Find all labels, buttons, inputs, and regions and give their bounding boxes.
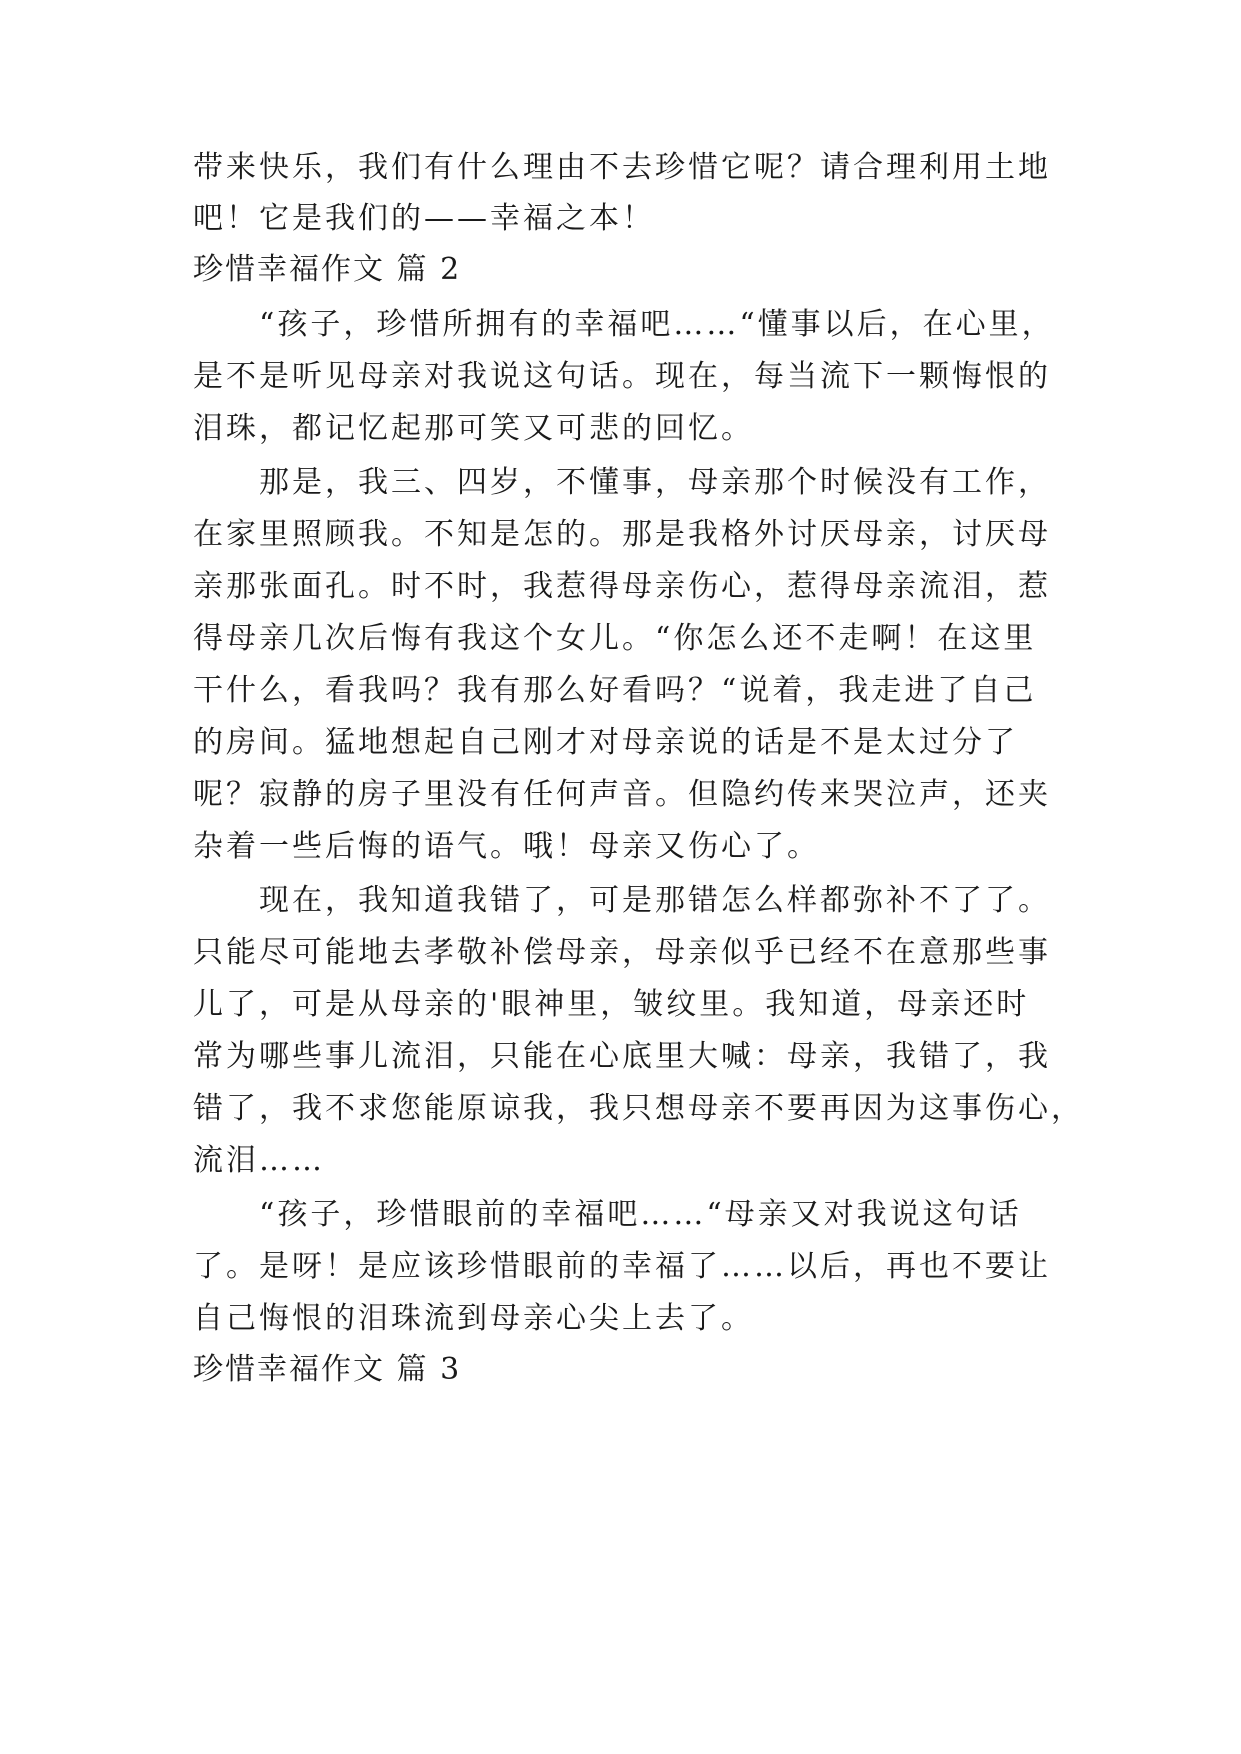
paragraph-line: “孩子，珍惜所拥有的幸福吧……“懂事以后，在心里， xyxy=(193,307,1055,342)
section-heading-2: 珍惜幸福作文 篇 2 xyxy=(193,252,462,287)
paragraph-line: 杂着一些后悔的语气。哦！母亲又伤心了。 xyxy=(193,829,820,864)
paragraph-line: 干什么，看我吗？我有那么好看吗？“说着，我走进了自己 xyxy=(193,673,1037,708)
paragraph-line: 泪珠，都记忆起那可笑又可悲的回忆。 xyxy=(193,411,754,446)
paragraph-line: 的房间。猛地想起自己刚才对母亲说的话是不是太过分了 xyxy=(193,725,1018,760)
paragraph-line: 那是，我三、四岁，不懂事，母亲那个时候没有工作， xyxy=(193,465,1051,500)
paragraph-line: 是不是听见母亲对我说这句话。现在，每当流下一颗悔恨的 xyxy=(193,359,1051,394)
paragraph-line: 现在，我知道我错了，可是那错怎么样都弥补不了了。 xyxy=(193,883,1051,918)
paragraph-line: 得母亲几次后悔有我这个女儿。“你怎么还不走啊！在这里 xyxy=(193,621,1037,656)
paragraph-line: 呢？寂静的房子里没有任何声音。但隐约传来哭泣声，还夹 xyxy=(193,777,1051,812)
paragraph-line: 儿了，可是从母亲的'眼神里，皱纹里。我知道，母亲还时 xyxy=(193,987,1030,1022)
section-heading-3: 珍惜幸福作文 篇 3 xyxy=(193,1352,462,1387)
paragraph-line: “孩子，珍惜眼前的幸福吧……“母亲又对我说这句话 xyxy=(193,1197,1022,1232)
paragraph-line: 错了，我不求您能原谅我，我只想母亲不要再因为这事伤心， xyxy=(193,1091,1084,1126)
paragraph-line: 自己悔恨的泪珠流到母亲心尖上去了。 xyxy=(193,1301,754,1336)
paragraph-line: 带来快乐，我们有什么理由不去珍惜它呢？请合理利用土地 xyxy=(193,150,1051,185)
paragraph-line: 在家里照顾我。不知是怎的。那是我格外讨厌母亲，讨厌母 xyxy=(193,517,1051,552)
paragraph-line: 只能尽可能地去孝敬补偿母亲，母亲似乎已经不在意那些事 xyxy=(193,935,1051,970)
paragraph-line: 常为哪些事儿流泪，只能在心底里大喊：母亲，我错了，我 xyxy=(193,1039,1051,1074)
paragraph-line: 流泪…… xyxy=(193,1143,325,1178)
paragraph-line: 亲那张面孔。时不时，我惹得母亲伤心，惹得母亲流泪，惹 xyxy=(193,569,1051,604)
paragraph-line: 了。是呀！是应该珍惜眼前的幸福了……以后，再也不要让 xyxy=(193,1249,1051,1284)
paragraph-line: 吧！它是我们的——幸福之本！ xyxy=(193,201,655,236)
